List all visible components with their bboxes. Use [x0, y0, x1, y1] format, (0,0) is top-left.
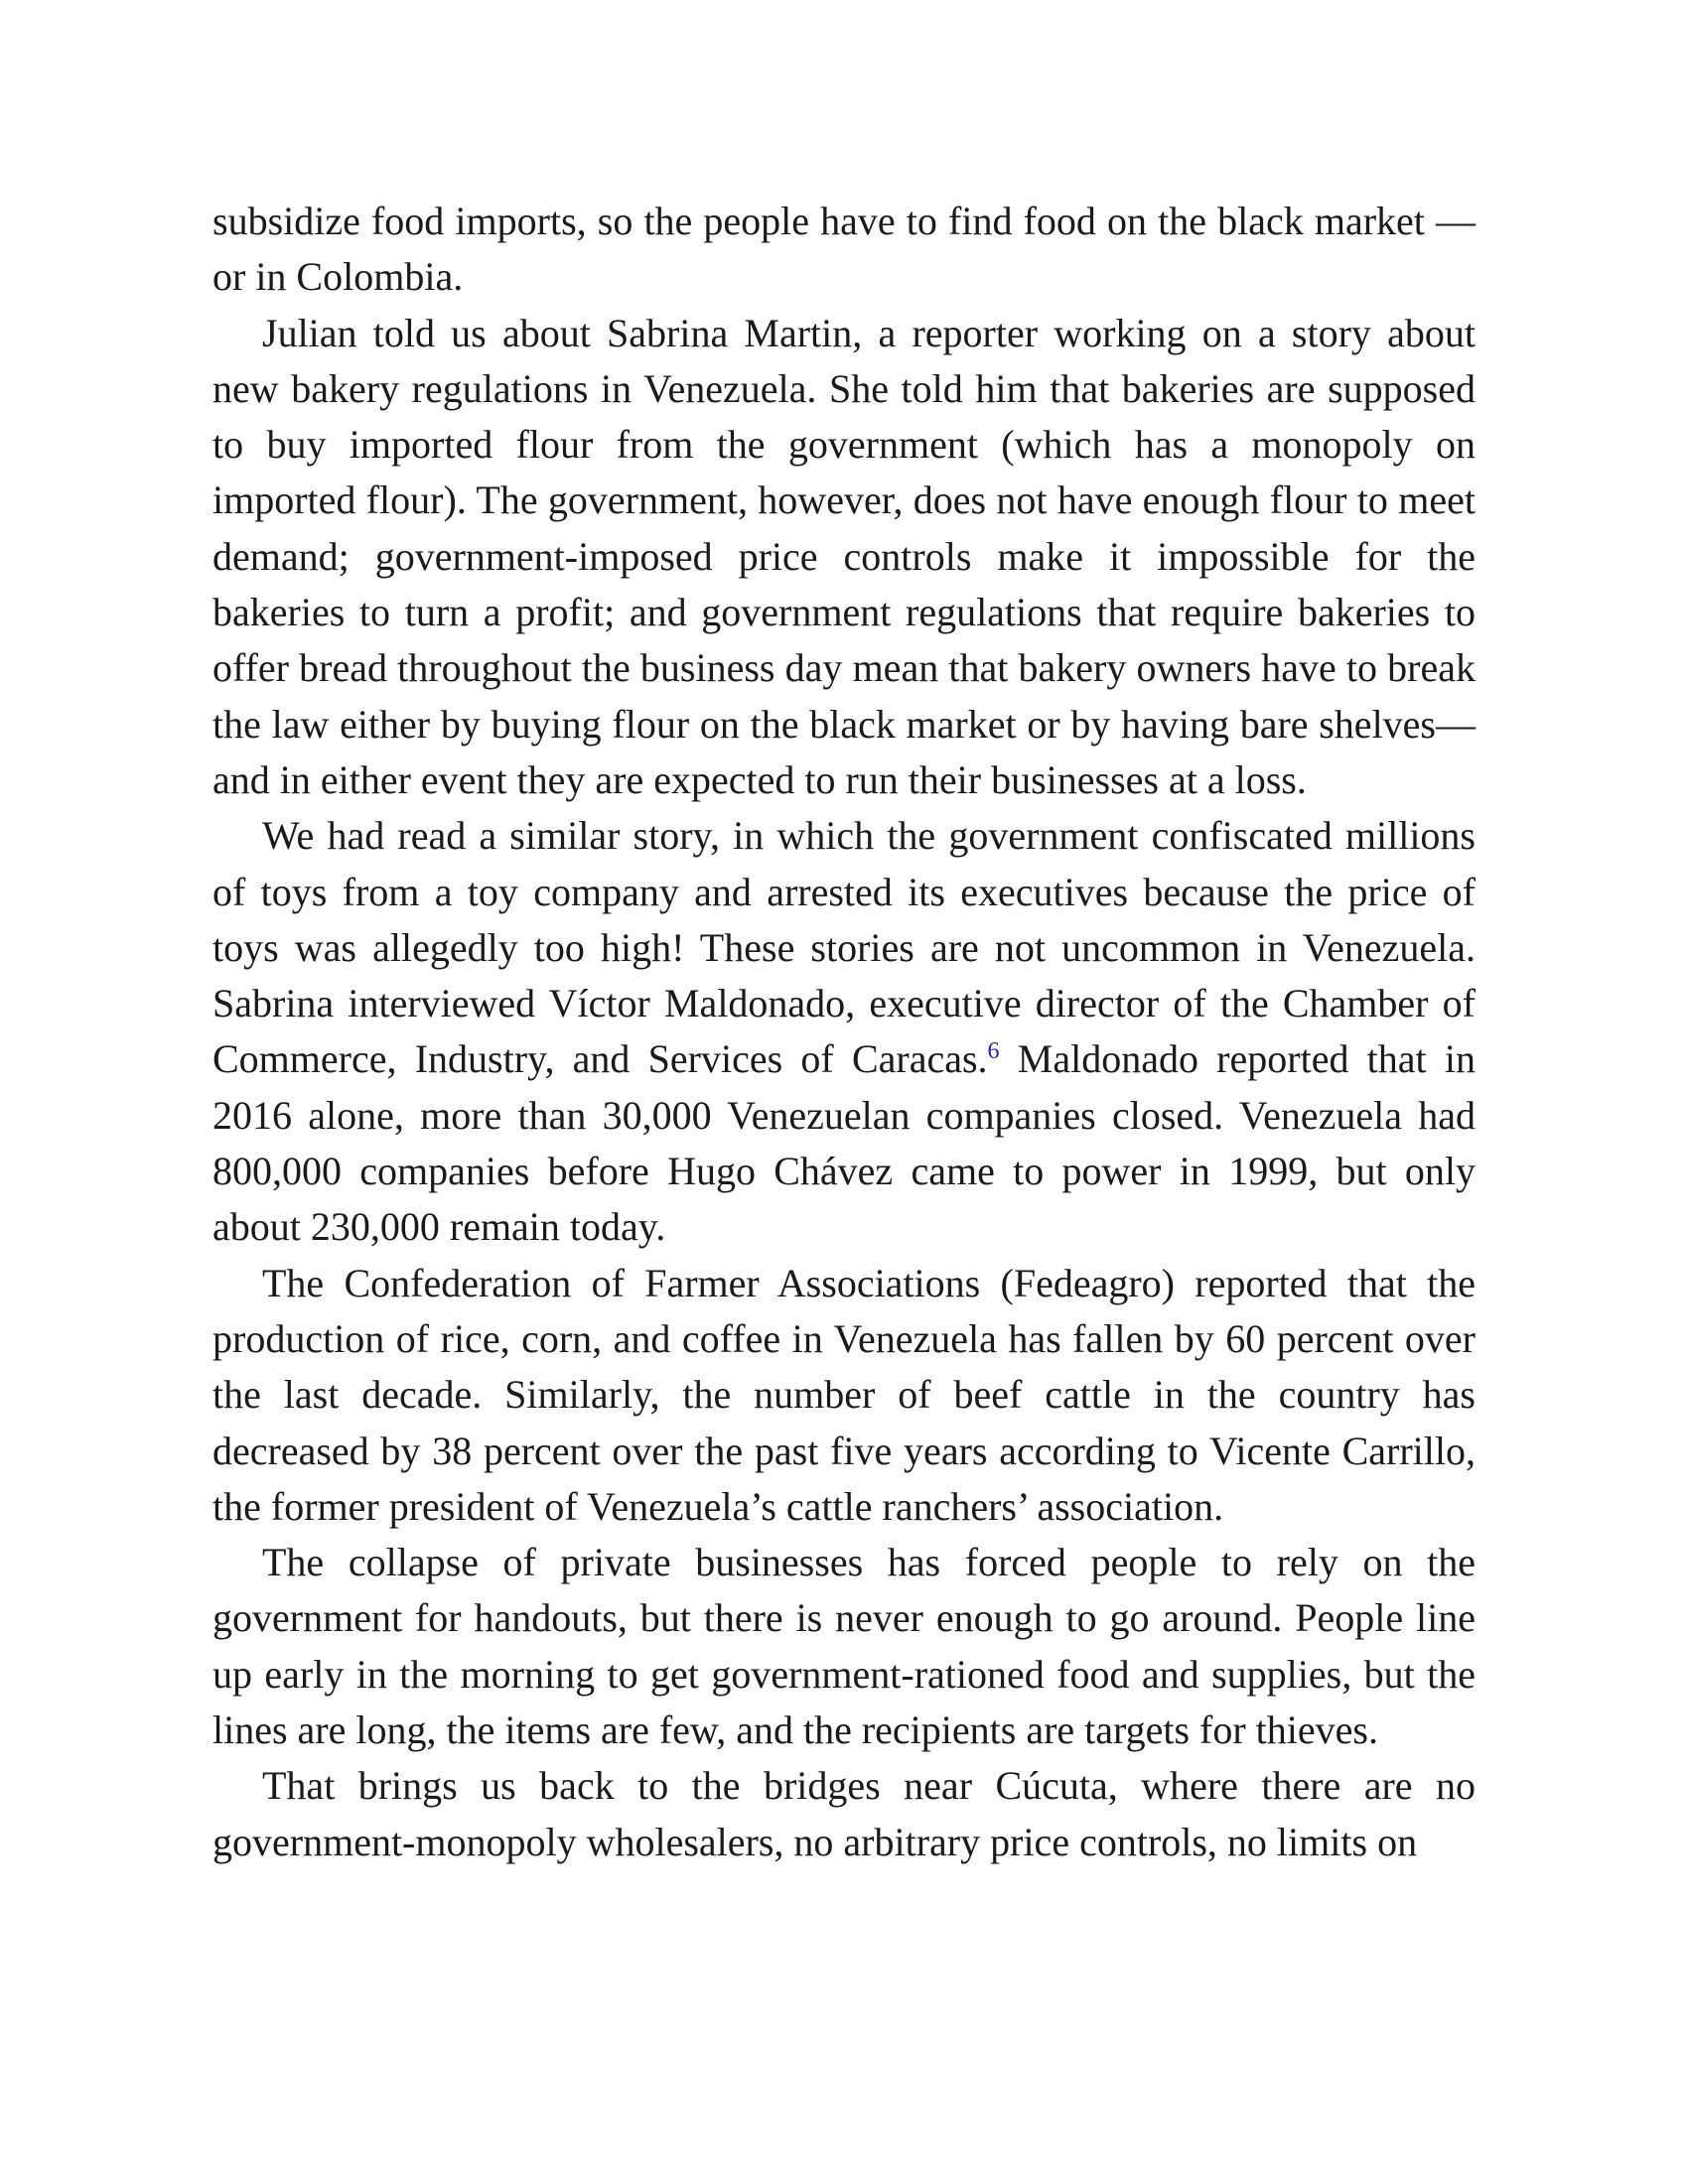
paragraph-fedeagro: The Confederation of Farmer Associations (Fedeagro) reported that the production of rice, corn, and coffee in Venezuela has fallen by 60 percent over the last decade. Similarly, the number of beef cattle in the country has decreased by 38 percent over the past five years according to Vicente Carrillo, the former president of Venezuela’s cattle ranchers’ association.: [212, 1260, 1476, 1529]
paragraph-private-business-collapse: The collapse of private businesses has forced people to rely on the government for handouts, but there is never enough to go around. People line up early in the morning to get government-rationed food and supplies, but the lines are long, the items are few, and the recipients are targets for thieves.: [212, 1540, 1476, 1753]
paragraph-continuation: subsidize food imports, so the people have to find food on the black market —or in Colombia.: [212, 199, 1476, 300]
paragraph-bridges-cucuta: That brings us back to the bridges near Cúcuta, where there are no government-monopoly wholesalers, no arbitrary price controls, no limits on: [212, 1763, 1476, 1864]
paragraph-text-before-footnote: We had read a similar story, in which the government confiscated millions of toys from a toy company and arrested its executives because the price of toys was allegedly too high! These stories are not uncommon in Venezuela. Sabrina interviewed Víctor Maldonado, executive director of the Chamber of Commerce, Industry, and Services of Caracas.: [212, 813, 1476, 1082]
page-body: [212, 194, 1476, 1870]
footnote-reference-link[interactable]: 6: [987, 1038, 1000, 1065]
paragraph-toy-confiscation: [212, 808, 1476, 1255]
paragraph-text-after-footnote: Maldonado reported that in 2016 alone, more than 30,000 Venezuelan companies closed. Venezuela had 800,000 companies before Hugo Chávez came to power in 1999, but only about 230,000 remain today.: [212, 1036, 1476, 1250]
paragraph-bakery-regulations: Julian told us about Sabrina Martin, a reporter working on a story about new bakery regulations in Venezuela. She told him that bakeries are supposed to buy imported flour from the government (which has a monopoly on imported flour). The government, however, does not have enough flour to meet demand; government-imposed price controls make it impossible for the bakeries to turn a profit; and government regulations that require bakeries to offer bread throughout the business day mean that bakery owners have to break the law either by buying flour on the black market or by having bare shelves—and in either event they are expected to run their businesses at a loss.: [212, 310, 1476, 802]
